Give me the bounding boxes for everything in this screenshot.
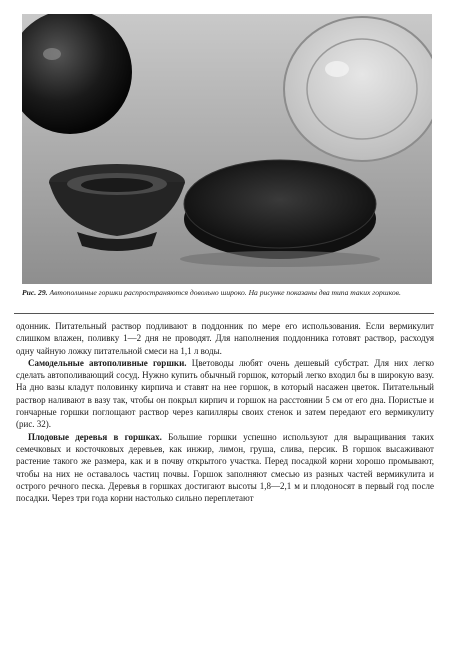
figure-caption-label: Рис. 29. — [22, 288, 48, 297]
caption-divider — [14, 313, 434, 314]
paragraph-2-text: Цветоводы любят очень дешевый субстрат. Для них легко сделать автополивающий сосуд. Нужно купить обычный горшок, который легко входил бы в широкую вазу. На дно вазы кладут половинку кирпича и ставят на нее горшок, в который насажен цветок. Питательный раствор наливают в вазу так, чтобы он покрыл кирпич и горшок на расстоянии 5 см от его дна. Пористые и гончарные горшки поглощают раствор через капилляры своих стенок и затем передают его вермикулиту (рис. 32). — [16, 357, 435, 430]
paragraph-3-text: Большие горшки успешно используют для выращивания таких семечковых и косточковых деревьев, как инжир, лимон, груша, слива, персик. В горшок высаживают растение такого же размера, как и в почву открытого участка. Перед посадкой корни хорошо промывают, чтобы на них не оставалось частиц почвы. Горшок заполняют смесью из разных частей вермикулита и острого речного песка. Деревья в горшках достигают высоты 1,8—2,1 м и плодоносят в первый год после посадки. Через три года корни настолько сильно переплетают — [16, 431, 434, 504]
figure-caption-text: Автополивные горшки распространяются довольно широко. На рисунке показаны два типа таких горшков. — [49, 288, 401, 297]
paragraph-1: одонник. Питательный раствор подливают в поддонник по мере его использования. Если вермикулит слишком влажен, поливку 1—2 дня не проводят. Для наполнения поддонника готовят раствор, расходуя одну чайную ложку питательной смеси на 1,1 л воды. — [16, 321, 434, 356]
figure-caption — [22, 288, 432, 297]
page-body-text — [16, 320, 434, 504]
paragraph-3 — [16, 431, 434, 505]
paragraph-2 — [16, 357, 434, 431]
self-watering-pots-photo — [22, 14, 432, 284]
figure-photo — [22, 14, 432, 284]
paragraph-2-heading: Самодельные автополивные горшки. — [28, 357, 187, 368]
paragraph-3-heading: Плодовые деревья в горшках. — [28, 431, 162, 442]
